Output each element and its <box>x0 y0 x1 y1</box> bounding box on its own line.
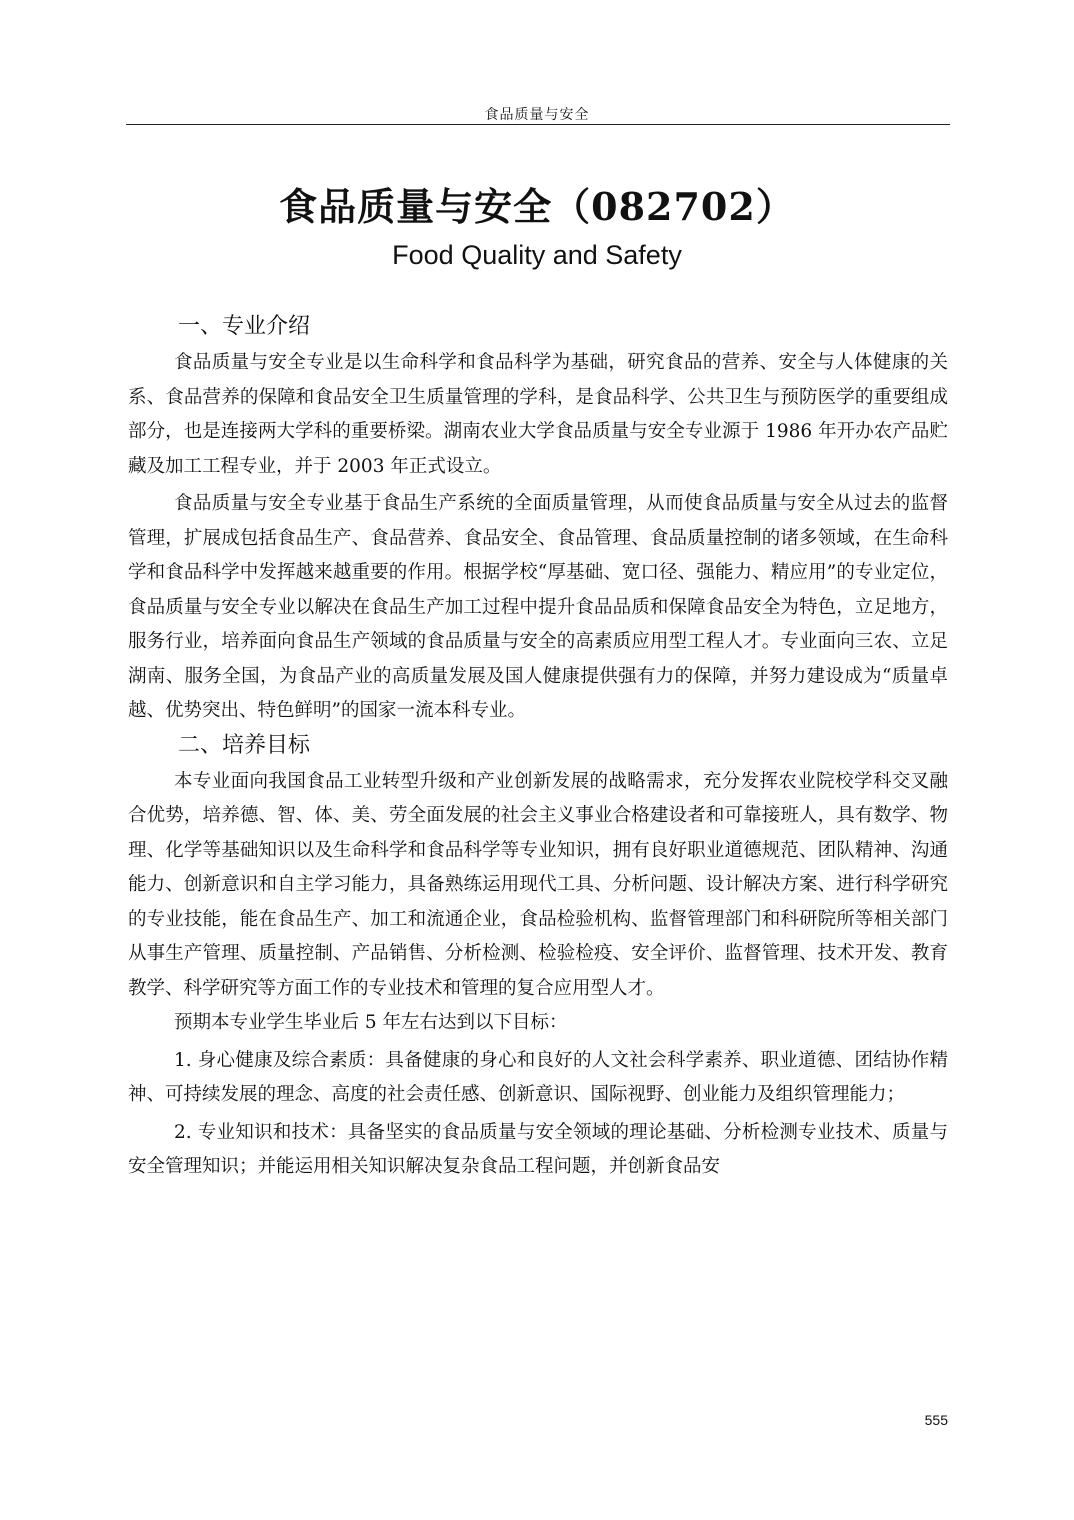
section-intro <box>128 312 948 729</box>
header-rule <box>126 124 950 125</box>
section-heading-intro: 一、专业介绍 <box>178 314 311 339</box>
section-heading-goals: 二、培养目标 <box>178 732 311 758</box>
paragraph: 本专业面向我国食品工业转型升级和产业创新发展的战略需求，充分发挥农业院校学科交叉融合优势，培养德、智、体、美、劳全面发展的社会主义事业合格建设者和可靠接班人，具有数学、物理、化学等基础知识以及生命科学和食品科学等专业知识，拥有良好职业道德规范、团队精神、沟通能力、创新意识和自主学习能力，具备熟练运用现代工具、分析问题、设计解决方案、进行科学研究的专业技能，能在食品生产、加工和流通企业，食品检验机构、监督管理部门和科研院所等相关部门从事生产管理、质量控制、产品销售、分析检测、检验检疫、安全评价、监督管理、技术开发、教育教学、科学研究等方面工作的专业技术和管理的复合应用型人才。 <box>128 770 948 999</box>
page-title: 食品质量与安全（082702） <box>279 184 795 229</box>
goal-item-1: 1. 身心健康及综合素质：具备健康的身心和良好的人文社会科学素养、职业道德、团结协作精神、可持续发展的理念、高度的社会责任感、创新意识、国际视野、创业能力及组织管理能力； <box>128 1049 948 1105</box>
page-number: 555 <box>924 1412 948 1428</box>
page-subtitle: Food Quality and Safety <box>392 240 682 270</box>
goal-item-2: 2. 专业知识和技术：具备坚实的食品质量与安全领域的理论基础、分析检测专业技术、质量与安全管理知识；并能运用相关知识解决复杂食品工程问题，并创新食品安 <box>128 1121 948 1177</box>
paragraph: 食品质量与安全专业基于食品生产系统的全面质量管理，从而使食品质量与安全从过去的监督管理，扩展成包括食品生产、食品营养、食品安全、食品管理、食品质量控制的诸多领域，在生命科学和食品科学中发挥越来越重要的作用。根据学校“厚基础、宽口径、强能力、精应用”的专业定位，食品质量与安全专业以解决在食品生产加工过程中提升食品品质和保障食品安全为特色，立足地方，服务行业，培养面向食品生产领域的食品质量与安全的高素质应用型工程人才。专业面向三农、立足湖南、服务全国，为食品产业的高质量发展及国人健康提供强有力的保障，并努力建设成为“质量卓越、优势突出、特色鲜明”的国家一流本科专业。 <box>128 493 948 721</box>
paragraph: 食品质量与安全专业是以生命科学和食品科学为基础，研究食品的营养、安全与人体健康的关系、食品营养的保障和食品安全卫生质量管理的学科，是食品科学、公共卫生与预防医学的重要组成部分，也是连接两大学科的重要桥梁。湖南农业大学食品质量与安全专业源于 1986 年开办农产品贮藏及加工工程专业，并于 2003 年正式设立。 <box>128 352 948 477</box>
running-header: 食品质量与安全 <box>484 107 590 123</box>
section-goals <box>128 731 948 1185</box>
document-body <box>128 312 948 1185</box>
paragraph: 预期本专业学生毕业后 5 年左右达到以下目标： <box>174 1012 568 1033</box>
